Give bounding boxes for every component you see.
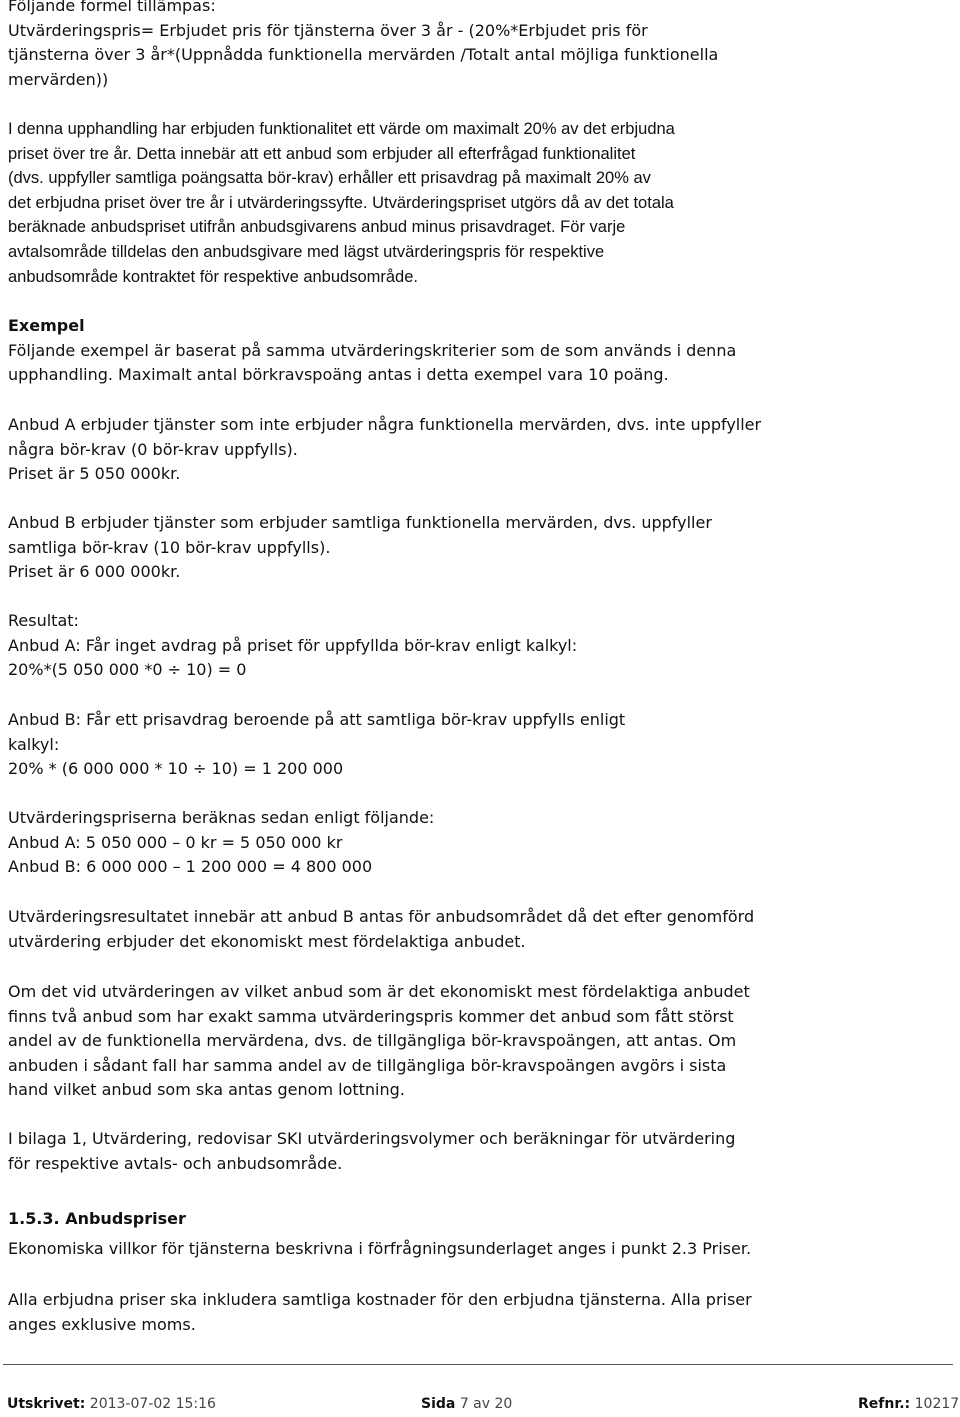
footer-ref-value: 10217 <box>914 1396 960 1412</box>
result-b-line: kalkyl: <box>8 734 60 754</box>
tie-line: anbuden i sådant fall har samma andel av de tillgängliga bör-kravspoängen avgörs i sista <box>8 1055 727 1075</box>
footer-page-label: Sida <box>421 1396 456 1412</box>
bid-b-line: Priset är 6 000 000kr. <box>8 562 181 582</box>
tie-line: finns två anbud som har exakt samma utvärderingspris kommer det anbud som fått störst <box>8 1006 734 1026</box>
intro-line: (dvs. uppfyller samtliga poängsatta bör-krav) erhåller ett prisavdrag på maximalt 20% av <box>8 169 651 188</box>
result-b-line: Anbud B: Får ett prisavdrag beroende på att samtliga bör-krav uppfylls enligt <box>8 710 626 729</box>
result-a-line: 20%*(5 050 000 *0 ÷ 10) = 0 <box>8 660 247 680</box>
tie-paragraph <box>8 980 953 1103</box>
tie-line: hand vilket anbud som ska antas genom lottning. <box>8 1080 405 1100</box>
section-heading: 1.5.3. Anbudspriser <box>8 1209 186 1228</box>
intro-line: det erbjudna priset över tre år i utvärderingssyfte. Utvärderingspriset utgörs då av det totala <box>8 193 674 212</box>
prices-paragraph <box>8 806 953 880</box>
pricing-line: Alla erbjudna priser ska inkludera samtliga kostnader för den erbjudna tjänsterna. Alla priser <box>8 1290 752 1309</box>
result-a-line: Anbud A: Får inget avdrag på priset för uppfyllda bör-krav enligt kalkyl: <box>8 635 578 655</box>
footer-ref-label: Refnr.: <box>858 1396 911 1412</box>
footer-ref <box>858 1392 959 1417</box>
footer-page-value: 7 av 20 <box>459 1396 513 1412</box>
formula-line: Utvärderingspris= Erbjudet pris för tjänsterna över 3 år - (20%*Erbjudet pris för <box>8 20 648 40</box>
page-footer <box>0 1392 960 1416</box>
pricing-line: anges exklusive moms. <box>8 1314 196 1334</box>
result-a-paragraph <box>8 609 953 683</box>
example-line: upphandling. Maximalt antal börkravspoäng antas i detta exempel vara 10 poäng. <box>8 365 669 385</box>
outcome-line: Utvärderingsresultatet innebär att anbud B antas för anbudsområdet då det efter genomförd <box>8 907 755 926</box>
prices-line: Anbud B: 6 000 000 – 1 200 000 = 4 800 000 <box>8 857 373 877</box>
bid-a-paragraph <box>8 413 953 487</box>
section-line: Ekonomiska villkor för tjänsterna beskrivna i förfrågningsunderlaget anges i punkt 2.3 Priser. <box>8 1239 752 1258</box>
bid-b-line: Anbud B erbjuder tjänster som erbjuder samtliga funktionella mervärden, dvs. uppfyller <box>8 513 712 532</box>
footer-printed <box>7 1392 216 1417</box>
result-b-line: 20% * (6 000 000 * 10 ÷ 10) = 1 200 000 <box>8 759 344 779</box>
appendix-line: I bilaga 1, Utvärdering, redovisar SKI utvärderingsvolymer och beräkningar för utvärdering <box>8 1129 736 1148</box>
prices-line: Utvärderingspriserna beräknas sedan enligt följande: <box>8 808 435 827</box>
example-section <box>8 314 953 388</box>
section-anbudspriser <box>8 1207 953 1232</box>
bid-b-line: samtliga bör-krav (10 bör-krav uppfylls). <box>8 537 331 557</box>
formula-line: tjänsterna över 3 år*(Uppnådda funktionella mervärden /Totalt antal möjliga funktionella <box>8 45 719 65</box>
formula-line: mervärden)) <box>8 69 109 89</box>
outcome-line: utvärdering erbjuder det ekonomiskt mest fördelaktiga anbudet. <box>8 931 526 951</box>
bid-b-paragraph <box>8 511 953 585</box>
bid-a-line: Priset är 5 050 000kr. <box>8 464 181 484</box>
pricing-paragraph <box>8 1288 953 1337</box>
intro-line: beräknade anbudspriset utifrån anbudsgivarens anbud minus prisavdraget. För varje <box>8 218 626 237</box>
intro-line: anbudsområde kontraktet för respektive anbudsområde. <box>8 267 418 286</box>
footer-printed-value: 2013-07-02 15:16 <box>89 1396 216 1412</box>
intro-paragraph <box>8 117 953 289</box>
tie-line: andel av de funktionella mervärdena, dvs. de tillgängliga bör-kravspoängen, att antas. Om <box>8 1031 737 1051</box>
bid-a-line: Anbud A erbjuder tjänster som inte erbjuder några funktionella mervärden, dvs. inte uppfyller <box>8 415 762 434</box>
footer-divider <box>3 1364 953 1365</box>
appendix-line: för respektive avtals- och anbudsområde. <box>8 1153 343 1173</box>
intro-line: avtalsområde tilldelas den anbudsgivare med lägst utvärderingspris för respektive <box>8 242 605 261</box>
tie-line: Om det vid utvärderingen av vilket anbud som är det ekonomiskt mest fördelaktiga anbudet <box>8 982 750 1001</box>
outcome-paragraph <box>8 905 953 954</box>
formula-line: Följande formel tillämpas: <box>8 0 216 15</box>
prices-line: Anbud A: 5 050 000 – 0 kr = 5 050 000 kr <box>8 832 343 852</box>
appendix-paragraph <box>8 1127 953 1176</box>
intro-line: I denna upphandling har erbjuden funktionalitet ett värde om maximalt 20% av det erbjudna <box>8 120 675 138</box>
footer-page <box>421 1392 512 1417</box>
section-paragraph <box>8 1237 953 1262</box>
intro-line: priset över tre år. Detta innebär att ett anbud som erbjuder all efterfrågad funktionalitet <box>8 144 636 163</box>
formula-paragraph <box>8 0 953 92</box>
result-b-paragraph <box>8 708 953 782</box>
example-line: Följande exempel är baserat på samma utvärderingskriterier som de som används i denna <box>8 340 737 360</box>
bid-a-line: några bör-krav (0 bör-krav uppfylls). <box>8 439 298 459</box>
footer-printed-label: Utskrivet: <box>7 1396 86 1412</box>
example-heading: Exempel <box>8 316 85 335</box>
result-a-line: Resultat: <box>8 611 79 630</box>
